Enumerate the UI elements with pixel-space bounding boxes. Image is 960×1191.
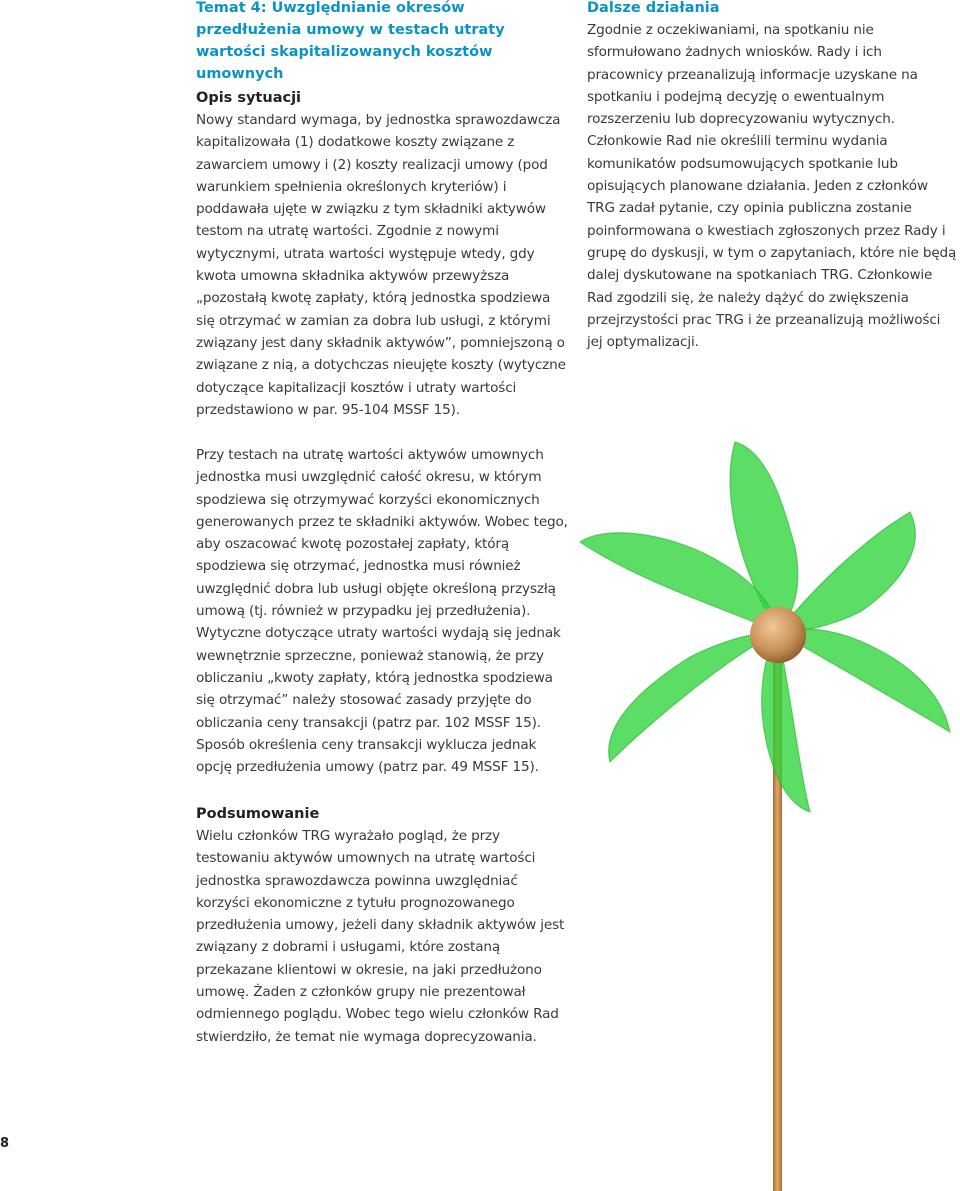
paragraph-next-steps: Zgodnie z oczekiwaniami, na spotkaniu nie sformułowano żadnych wniosków. Rady i ich pracownicy przeanalizują informacje uzyskane na spotkaniu i podejmą decyzję o ewentualnym rozszerzeniu lub doprecyzowaniu wytycznych. Członkowie Rad nie określili terminu wydania komunikatów podsumowujących spotkanie lub opisujących planowane działania. Jeden z członków TRG zadał pytanie, czy opinia publiczna zostanie poinformowana o kwestiach zgłoszonych przez Rady i grupę do dyskusji, w tym o zapytaniach, które nie będą dalej dyskutowane na spotkaniach TRG. Członkowie Rad zgodzili się, że należy dążyć do zwiększenia przejrzystości prac TRG i że przeanalizują możliwości jej optymalizacji. (587, 22, 957, 351)
section-summary (196, 803, 568, 1048)
paragraph-situation-2: Przy testach na utratę wartości aktywów umownych jednostka musi uwzględnić całość okresu, w którym spodziewa się otrzymywać korzyści ekonomicznych generowanych przez te składniki aktywów. Wobec tego, aby oszacować kwotę pozostałej zapłaty, którą spodziewa się otrzymać, jednostka musi również uwzględnić dobra lub usługi objęte określoną przyszłą umową (tj. również w przypadku jej przedłużenia). Wytyczne dotyczące utraty wartości wydają się jednak wewnętrznie sprzeczne, ponieważ stanowią, że przy obliczaniu „kwoty zapłaty, którą jednostka spodziewa się otrzymać” należy stosować zasady przyjęte do obliczania ceny transakcji (patrz par. 102 MSSF 15). Sposób określenia ceny transakcji wyklucza jednak opcję przedłużenia umowy (patrz par. 49 MSSF 15). (196, 447, 568, 776)
section-next-steps (587, 0, 957, 353)
section-situation-continued (196, 444, 568, 778)
page-number: 8 (0, 1136, 10, 1151)
pinwheel-blade-left-bottom (609, 632, 778, 762)
paragraph-situation-1: Nowy standard wymaga, by jednostka sprawozdawcza kapitalizowała (1) dodatkowe koszty związane z zawarciem umowy i (2) koszty realizacji umowy (pod warunkiem spełnienia określonych kryteriów) i poddawała ujęte w związku z tym składniki aktywów testom na utratę wartości. Zgodnie z nowymi wytycznymi, utrata wartości występuje wtedy, gdy kwota umowna składnika aktywów przewyższa „pozostałą kwotę zapłaty, którą jednostka spodziewa się otrzymać w zamian za dobra lub usługi, z którymi związany jest dany składnik aktywów”, pomniejszoną o związane z nią, a dotychczas nieujęte koszty (wytyczne dotyczące kapitalizacji kosztów i utraty wartości przedstawiono w par. 95-104 MSSF 15). (196, 112, 566, 418)
section-heading-situation: Opis sytuacji (196, 90, 302, 106)
pinwheel-blade-right-top (778, 512, 915, 632)
paragraph-summary: Wielu członków TRG wyrażało pogląd, że przy testowaniu aktywów umownych na utratę wartości jednostka sprawozdawcza powinna uwzględniać korzyści ekonomiczne z tytułu prognozowanego przedłużenia umowy, jeżeli dany składnik aktywów jest związany z dobrami i usługami, które zostaną przekazane klientowi w okresie, na jaki przedłużono umowę. Żaden z członków grupy nie prezentował odmiennego poglądu. Wobec tego wielu członków Rad stwierdziło, że temat nie wymaga doprecyzowania. (196, 828, 565, 1045)
section-situation (196, 87, 568, 421)
pinwheel-illustration (570, 432, 960, 1191)
pinwheel-hub (750, 607, 806, 663)
section-heading-summary: Podsumowanie (196, 806, 320, 822)
article-title: Temat 4: Uwzględnianie okresów przedłużenia umowy w testach utraty wartości skapitalizowanych kosztów umownych (196, 0, 505, 82)
section-heading-next-steps: Dalsze działania (587, 0, 720, 16)
